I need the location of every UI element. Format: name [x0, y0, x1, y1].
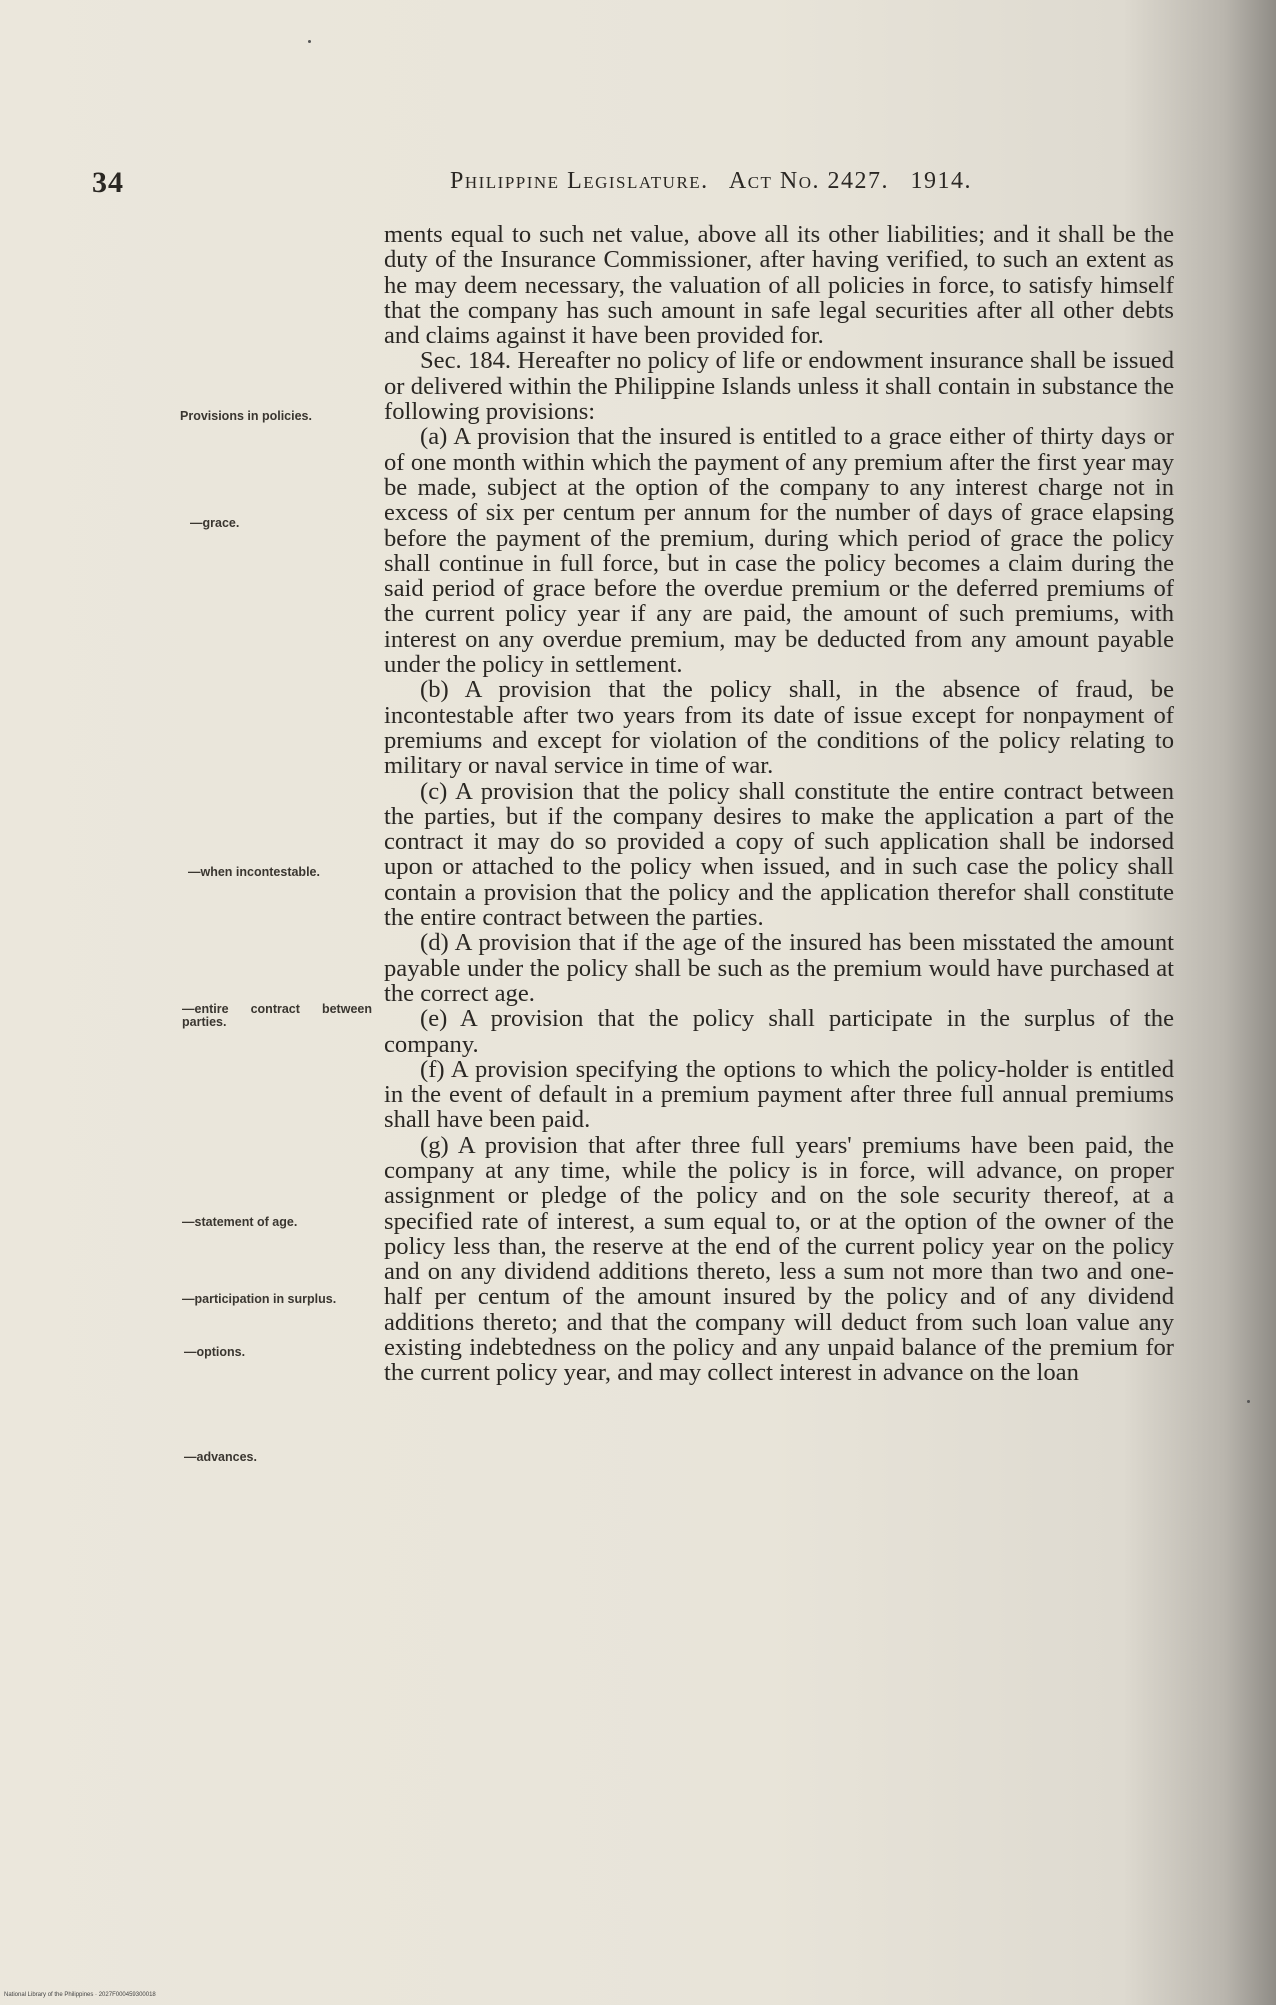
scan-speck: [308, 40, 311, 43]
paragraph-provision-c: (c) A provision that the policy shall constitute the entire contract between the parties, but if the company desires to make the application a part of the contract it may do so provided a copy of such application shall be indorsed upon or attached to the policy when issued, and in such case the policy shall contain a provision that the policy and the application therefor shall constitute the entire contract between the parties.: [384, 777, 1174, 932]
scan-speck: [1247, 1400, 1250, 1403]
running-head-title: Philippine Legislature.: [450, 168, 709, 194]
running-head-year: 1914.: [910, 168, 973, 194]
running-head-act: Act No. 2427.: [728, 168, 890, 194]
paragraph-provision-f: (f) A provision specifying the options to which the policy-holder is entitled in the event of default in a premium payment after three full annual premiums shall have been paid.: [384, 1055, 1174, 1134]
margin-note-incontestable: —when incontestable.: [188, 865, 320, 879]
body-text: [384, 222, 1174, 1386]
paragraph-section-184: Sec. 184. Hereafter no policy of life or endowment insurance shall be issued or delivered within the Philippine Islands unless it shall contain in substance the following provisions:: [384, 347, 1174, 426]
paragraph-continuation: ments equal to such net value, above all its other liabilities; and it shall be the duty of the Insurance Commissioner, after having verified, to such an extent as he may deem necessary, the valuation of all policies in force, to satisfy himself that the company has such amount in safe legal securities after all other debts and claims against it have been provided for.: [384, 221, 1174, 350]
paragraph-provision-g: (g) A provision that after three full years' premiums have been paid, the company at any time, while the policy is in force, will advance, on proper assignment or pledge of the policy and on the sole security thereof, at a specified rate of interest, a sum equal to, or at the option of the owner of the policy less than, the reserve at the end of the current policy year on the policy and on any dividend additions thereto, less a sum not more than two and one-half per centum of the amount insured by the policy and of any dividend additions thereto; and that the company will deduct from such loan value any existing indebtedness on the policy and any unpaid balance of the premium for the current policy year, and may collect interest in advance on the loan: [384, 1131, 1174, 1387]
running-head: [450, 168, 986, 195]
margin-note-statement-of-age: —statement of age.: [182, 1215, 298, 1229]
paragraph-provision-e: (e) A provision that the policy shall participate in the surplus of the company.: [384, 1005, 1174, 1058]
paragraph-provision-b: (b) A provision that the policy shall, in the absence of fraud, be incontestable after two years from its date of issue except for nonpayment of premiums and except for violation of the conditions of the policy relating to military or naval service in time of war.: [384, 676, 1174, 780]
margin-note-entire-contract: —entire contract between parties.: [182, 1002, 372, 1029]
page-number: 34: [92, 166, 124, 199]
margin-note-advances: —advances.: [184, 1450, 257, 1464]
scan-footer: National Library of the Philippines · 2027F000459300018: [4, 1992, 156, 1998]
margin-note-options: —options.: [184, 1345, 246, 1359]
margin-note-provisions: Provisions in policies.: [180, 409, 312, 423]
margin-note-participation: —participation in surplus.: [182, 1292, 337, 1306]
margin-note-grace: —grace.: [190, 516, 240, 530]
page-header: [0, 166, 1276, 206]
paragraph-provision-a: (a) A provision that the insured is entitled to a grace either of thirty days or of one month within which the payment of any premium after the first year may be made, subject at the option of the company to any interest charge not in excess of six per centum per annum for the number of days of grace elapsing before the payment of the premium, during which period of grace the policy shall continue in full force, but in case the policy becomes a claim during the said period of grace before the overdue premium or the deferred premiums of the current policy year if any are paid, the amount of such premiums, with interest on any overdue premium, may be deducted from any amount payable under the policy in settlement.: [384, 423, 1174, 679]
paragraph-provision-d: (d) A provision that if the age of the insured has been misstated the amount payable under the policy shall be such as the premium would have purchased at the correct age.: [384, 929, 1174, 1007]
